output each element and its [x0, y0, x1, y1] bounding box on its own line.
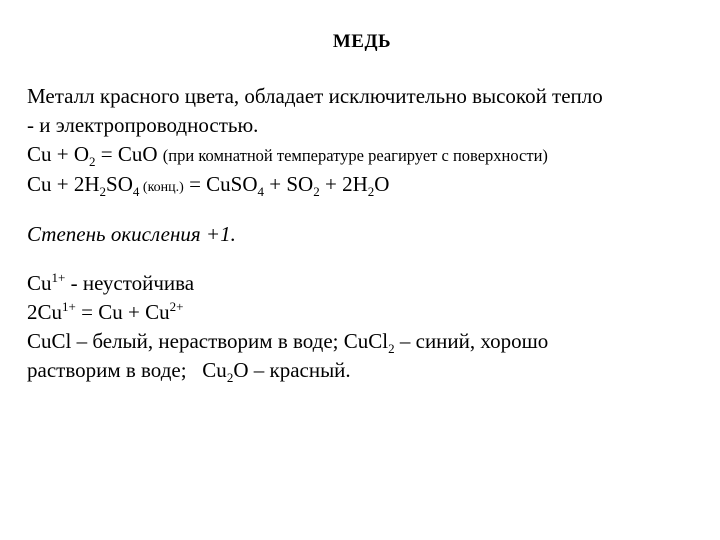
subscript: 2: [388, 340, 395, 356]
statement-text: CuCl – белый, нерастворим в воде; CuCl: [27, 329, 389, 353]
subscript: 2: [226, 369, 234, 385]
subscript: 2: [367, 183, 375, 199]
slide-content: [27, 82, 707, 385]
formula-part: Cu + 2H: [27, 172, 100, 196]
reaction-note: (при комнатной температуре реагирует с поверхности): [162, 146, 548, 165]
formula-part: + SO: [264, 172, 314, 196]
formula-part: = CuSO: [183, 172, 258, 196]
superscript: 1+: [51, 269, 66, 285]
reaction-lhs: Cu + O: [27, 142, 90, 166]
reaction-rhs: = CuO: [95, 142, 163, 166]
subscript: 2: [313, 183, 320, 199]
reaction-condition: (конц.): [139, 180, 184, 195]
oxidation-state-heading: Степень окисления +1.: [27, 222, 236, 246]
reaction-cu-sulfuric-acid: [27, 170, 707, 202]
slide-title: МЕДЬ: [332, 31, 392, 52]
statement-text: – синий, хорошо: [394, 329, 549, 353]
subscript: 4: [257, 183, 265, 199]
formula-part: Cu: [27, 271, 52, 295]
formula-part: SO: [106, 172, 133, 196]
reaction-cu-oxygen: [27, 140, 707, 170]
statement-text: растворим в воде; Cu: [27, 358, 227, 382]
intro-line-2: - и электропроводностью.: [27, 113, 259, 137]
subscript: 4: [132, 183, 140, 199]
disproportionation-reaction: [27, 298, 707, 327]
subscript: 2: [99, 183, 107, 199]
subscript: 2: [89, 153, 96, 169]
formula-part: 2Cu: [27, 300, 63, 324]
compounds-line-1: [27, 327, 707, 356]
formula-part: + 2H: [319, 172, 368, 196]
superscript: 2+: [169, 298, 184, 314]
statement-text: O – красный.: [233, 358, 351, 382]
formula-part: O: [374, 172, 390, 196]
statement-text: - неустойчива: [65, 271, 195, 295]
cu-plus-unstable: [27, 269, 707, 298]
compounds-line-2: [27, 356, 707, 385]
intro-line-1: Металл красного цвета, обладает исключительно высокой тепло: [27, 84, 603, 108]
formula-part: = Cu + Cu: [75, 300, 170, 324]
superscript: 1+: [62, 298, 76, 314]
